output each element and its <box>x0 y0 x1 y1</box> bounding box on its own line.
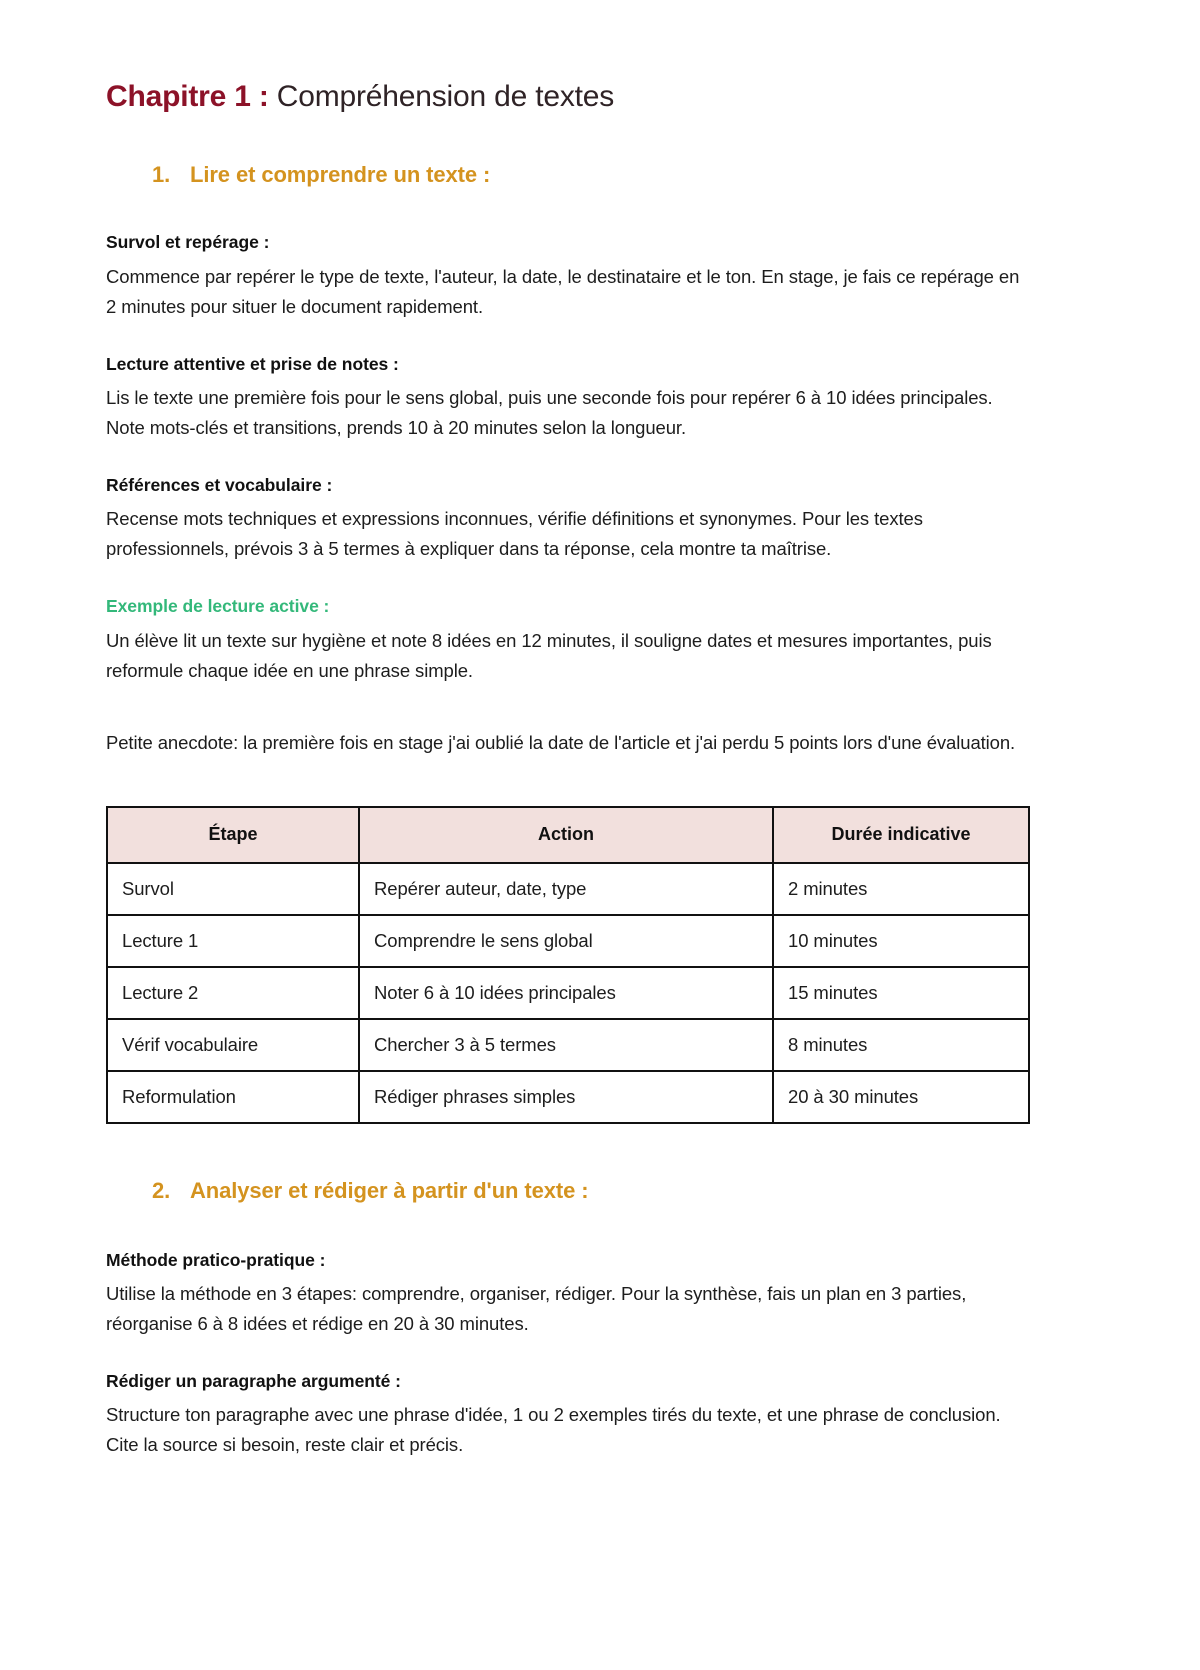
page-title-prefix: Chapitre 1 : <box>106 80 269 113</box>
table-row <box>107 863 1029 915</box>
table-row <box>107 1019 1029 1071</box>
table-cell-etape: Vérif vocabulaire <box>107 1019 359 1071</box>
section-label-2: Analyser et rédiger à partir d'un texte : <box>190 1177 589 1203</box>
table-header-row <box>107 807 1029 863</box>
block-body-lecture-attentive: Lis le texte une première fois pour le sens global, puis une seconde fois pour repérer 6 à 10 idées principales. Note mots-clés et transitions, prends 10 à 20 minutes selon la longueur. <box>106 387 993 439</box>
table-cell-etape: Lecture 2 <box>107 967 359 1019</box>
steps-table <box>106 806 1030 1124</box>
block-body-references: Recense mots techniques et expressions inconnues, vérifie définitions et synonymes. Pour les textes professionnels, prévois 3 à 5 termes à expliquer dans ta réponse, cela montre ta maîtrise. <box>106 508 923 560</box>
block-anecdote <box>106 728 1028 758</box>
page-title-suffix: Compréhension de textes <box>268 80 615 113</box>
section-number-2: 2. <box>152 1177 171 1203</box>
steps-table-wrapper <box>106 800 1028 1124</box>
block-heading-references: Références et vocabulaire : <box>106 475 333 496</box>
table-cell-duree: 10 minutes <box>773 915 1029 967</box>
table-cell-action: Chercher 3 à 5 termes <box>359 1019 773 1071</box>
section-label-1: Lire et comprendre un texte : <box>190 162 491 188</box>
block-heading-methode: Méthode pratico-pratique : <box>106 1249 326 1270</box>
table-cell-action: Rédiger phrases simples <box>359 1071 773 1123</box>
table-row <box>107 967 1029 1019</box>
table-cell-etape: Lecture 1 <box>107 915 359 967</box>
table-header-duree: Durée indicative <box>773 807 1029 863</box>
block-rediger-paragraphe <box>106 1369 1028 1460</box>
table-row <box>107 915 1029 967</box>
table-header-action: Action <box>359 807 773 863</box>
steps-table-head <box>107 807 1029 863</box>
table-row <box>107 1071 1029 1123</box>
table-header-etape: Étape <box>107 807 359 863</box>
table-cell-duree: 15 minutes <box>773 967 1029 1019</box>
block-methode-pratico-pratique <box>106 1248 1028 1339</box>
section-number-1: 1. <box>152 162 171 188</box>
section-heading-1 <box>152 162 1028 188</box>
table-cell-etape: Reformulation <box>107 1071 359 1123</box>
block-lecture-attentive <box>106 352 1028 443</box>
block-body-anecdote: Petite anecdote: la première fois en stage j'ai oublié la date de l'article et j'ai perdu 5 points lors d'une évaluation. <box>106 731 1016 753</box>
table-cell-action: Repérer auteur, date, type <box>359 863 773 915</box>
block-body-survol: Commence par repérer le type de texte, l'auteur, la date, le destinataire et le ton. En stage, je fais ce repérage en 2 minutes pour situer le document rapidement. <box>106 265 1020 317</box>
table-cell-action: Comprendre le sens global <box>359 915 773 967</box>
block-survol <box>106 230 1028 321</box>
block-heading-exemple-lecture-active: Exemple de lecture active : <box>106 596 330 617</box>
block-body-rediger-paragraphe: Structure ton paragraphe avec une phrase d'idée, 1 ou 2 exemples tirés du texte, et une phrase de conclusion. Cite la source si besoin, reste clair et précis. <box>106 1404 1001 1456</box>
table-cell-duree: 2 minutes <box>773 863 1029 915</box>
table-cell-action: Noter 6 à 10 idées principales <box>359 967 773 1019</box>
block-body-exemple-lecture-active: Un élève lit un texte sur hygiène et note 8 idées en 12 minutes, il souligne dates et mesures importantes, puis reformule chaque idée en une phrase simple. <box>106 629 992 681</box>
table-cell-etape: Survol <box>107 863 359 915</box>
table-cell-duree: 8 minutes <box>773 1019 1029 1071</box>
block-references <box>106 473 1028 564</box>
page-title <box>106 78 1028 116</box>
steps-table-body <box>107 863 1029 1123</box>
table-cell-duree: 20 à 30 minutes <box>773 1071 1029 1123</box>
block-body-methode: Utilise la méthode en 3 étapes: comprendre, organiser, rédiger. Pour la synthèse, fais un plan en 3 parties, réorganise 6 à 8 idées et rédige en 20 à 30 minutes. <box>106 1282 967 1334</box>
block-heading-lecture-attentive: Lecture attentive et prise de notes : <box>106 353 399 374</box>
block-exemple-lecture-active <box>106 594 1028 685</box>
block-heading-rediger-paragraphe: Rédiger un paragraphe argumenté : <box>106 1370 401 1391</box>
block-heading-survol: Survol et repérage : <box>106 232 270 253</box>
section-heading-2 <box>152 1178 1028 1204</box>
